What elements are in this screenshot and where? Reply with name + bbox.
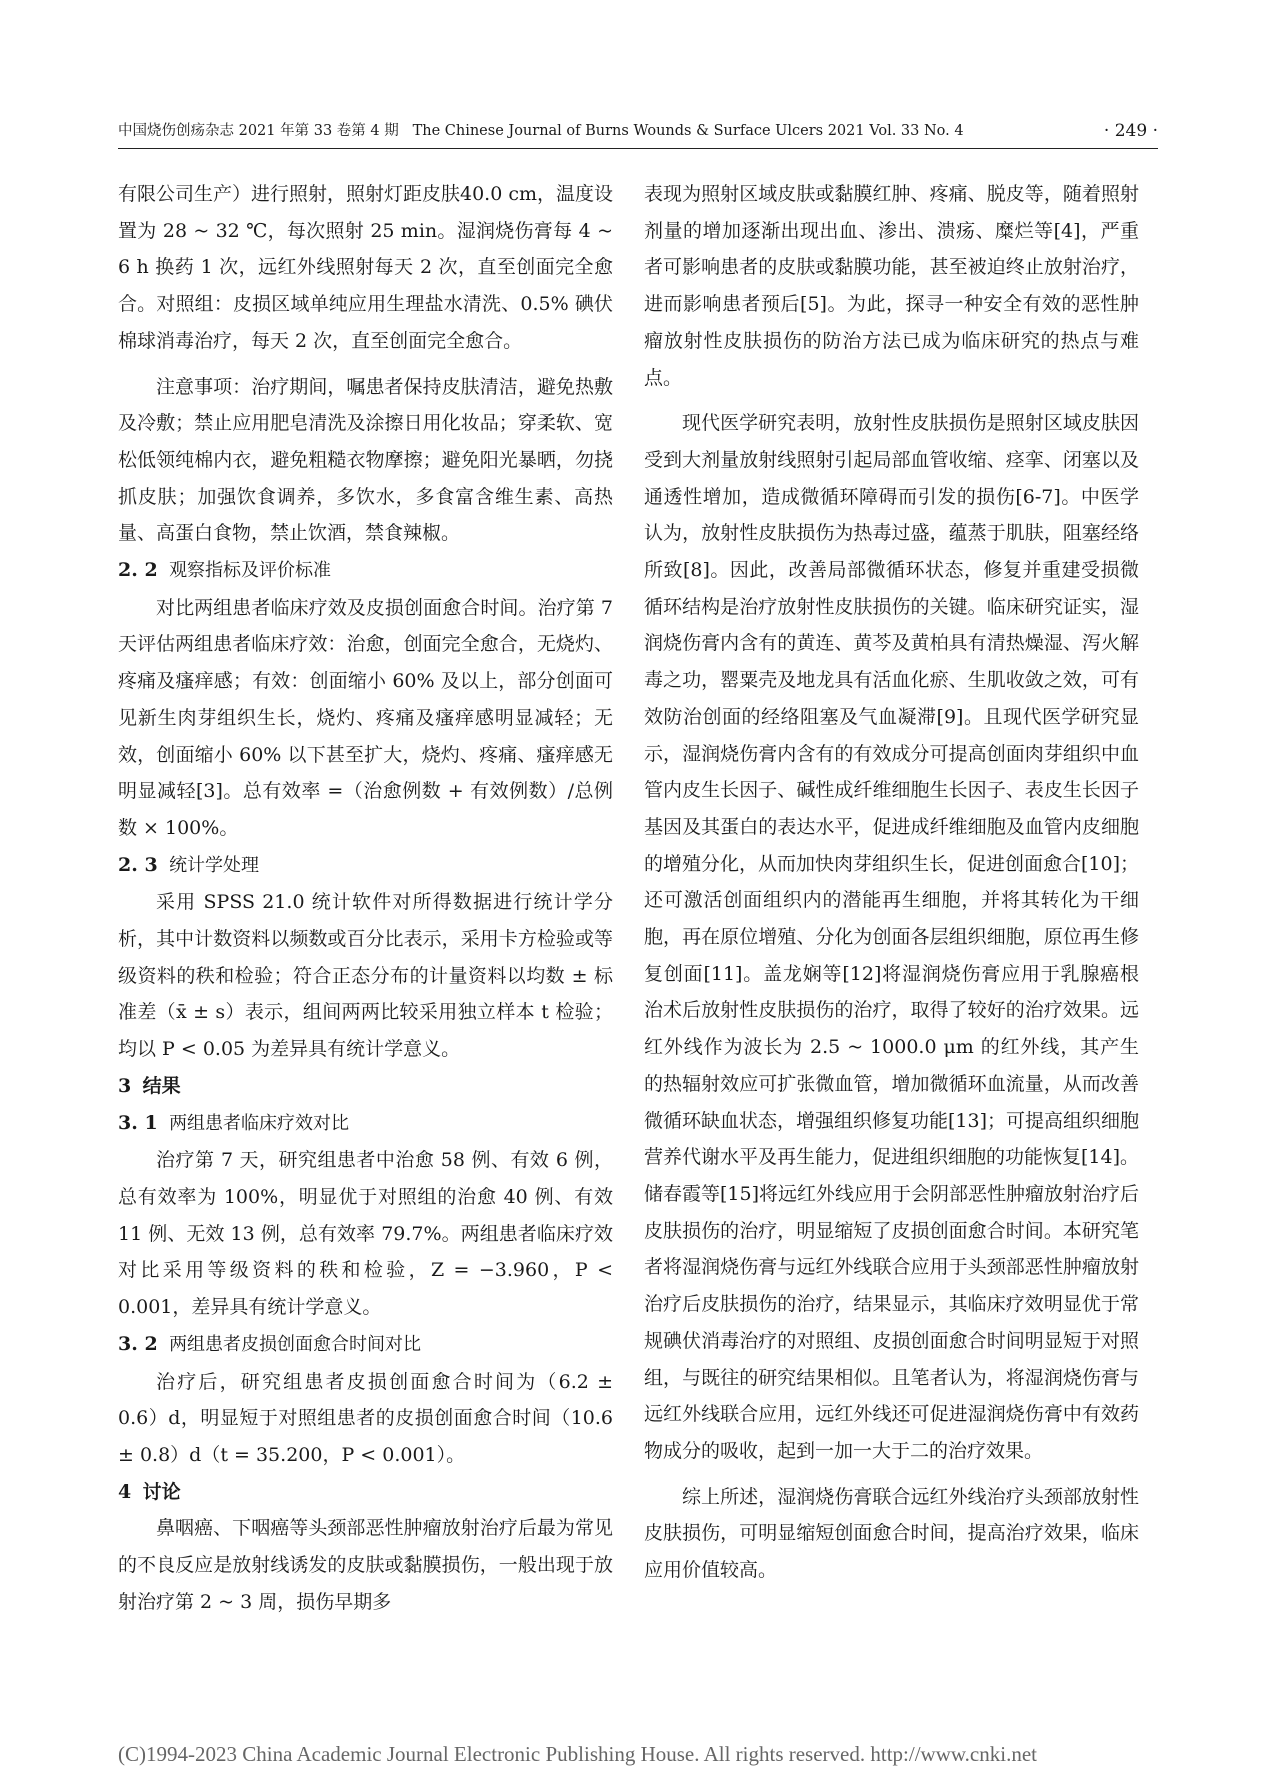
left-column xyxy=(118,176,613,1620)
running-header xyxy=(118,118,1158,144)
section-heading: 3. 1 两组患者临床疗效对比 xyxy=(118,1111,350,1134)
paragraph: 表现为照射区域皮肤或黏膜红肿、疼痛、脱皮等，随着照射剂量的增加逐渐出现出血、渗出、溃疡、糜烂等[4]，严重者可影响患者的皮肤或黏膜功能，甚至被迫终止放射治疗，进而影响患者预后[5]。为此，探寻一种安全有效的恶性肿瘤放射性皮肤损伤的防治方法已成为临床研究的热点与难点。 xyxy=(644,183,1139,389)
paragraph: 注意事项：治疗期间，嘱患者保持皮肤清洁，避免热敷及冷敷；禁止应用肥皂清洗及涂擦日用化妆品；穿柔软、宽松低领纯棉内衣，避免粗糙衣物摩擦；避免阳光暴晒，勿挠抓皮肤；加强饮食调养，多饮水，多食富含维生素、高热量、高蛋白食物，禁止饮酒，禁食辣椒。 xyxy=(118,375,613,545)
journal-title-cn: 中国烧伤创疡杂志 2021 年第 33 卷第 4 期 xyxy=(118,123,399,139)
copyright-footer: (C)1994-2023 China Academic Journal Electronic Publishing House. All rights reserved. http://www.cnki.net xyxy=(118,1742,1037,1766)
header-rule xyxy=(118,148,1158,149)
right-column xyxy=(644,176,1139,1589)
section-heading: 4 讨论 xyxy=(118,1480,181,1503)
page-number: · 249 · xyxy=(1103,121,1158,141)
section-heading: 2. 2 观察指标及评价标准 xyxy=(118,559,332,582)
paragraph: 有限公司生产）进行照射，照射灯距皮肤40.0 cm，温度设置为 28 ~ 32 ℃，每次照射 25 min。湿润烧伤膏每 4 ~ 6 h 换药 1 次，远红外线照射每天 2 次，直至创面完全愈合。对照组：皮损区域单纯应用生理盐水清洗、0.5% 碘伏棉球消毒治疗，每天 2 次，直至创面完全愈合。 xyxy=(118,183,614,352)
paragraph: 鼻咽癌、下咽癌等头颈部恶性肿瘤放射治疗后最为常见的不良反应是放射线诱发的皮肤或黏膜损伤，一般出现于放射治疗第 2 ~ 3 周，损伤早期多 xyxy=(118,1517,613,1613)
section-heading: 3 结果 xyxy=(118,1074,181,1097)
paragraph: 治疗第 7 天，研究组患者中治愈 58 例、有效 6 例，总有效率为 100%，明显优于对照组的治愈 40 例、有效 11 例、无效 13 例，总有效率 79.7%。两组患者临床疗效对比采用等级资料的秩和检验，Z = −3.960，P < 0.001，差异具有统计学意义。 xyxy=(118,1149,613,1319)
paragraph: 治疗后，研究组患者皮损创面愈合时间为（6.2 ± 0.6）d，明显短于对照组患者的皮损创面愈合时间（10.6 ± 0.8）d（t = 35.200，P < 0.001）。 xyxy=(118,1370,613,1466)
section-heading: 2. 3 统计学处理 xyxy=(118,853,260,876)
paragraph: 对比两组患者临床疗效及皮损创面愈合时间。治疗第 7 天评估两组患者临床疗效：治愈，创面完全愈合，无烧灼、疼痛及瘙痒感；有效：创面缩小 60% 及以上，部分创面可见新生肉芽组织生长，烧灼、疼痛及瘙痒感明显减轻；无效，创面缩小 60% 以下甚至扩大，烧灼、疼痛、瘙痒感无明显减轻[3]。总有效率 =（治愈例数 + 有效例数）/总例数 × 100%。 xyxy=(118,596,613,839)
section-heading: 3. 2 两组患者皮损创面愈合时间对比 xyxy=(118,1332,422,1355)
paragraph: 采用 SPSS 21.0 统计软件对所得数据进行统计学分析，其中计数资料以频数或百分比表示，采用卡方检验或等级资料的秩和检验；符合正态分布的计量资料以均数 ± 标准差（x̄ ± s）表示，组间两两比较采用独立样本 t 检验；均以 P < 0.05 为差异具有统计学意义。 xyxy=(118,891,613,1061)
paragraph: 综上所述，湿润烧伤膏联合远红外线治疗头颈部放射性皮肤损伤，可明显缩短创面愈合时间，提高治疗效果，临床应用价值较高。 xyxy=(644,1485,1139,1582)
journal-title-en: The Chinese Journal of Burns Wounds & Surface Ulcers 2021 Vol. 33 No. 4 xyxy=(412,123,964,139)
paragraph: 现代医学研究表明，放射性皮肤损伤是照射区域皮肤因受到大剂量放射线照射引起局部血管收缩、痉挛、闭塞以及通透性增加，造成微循环障碍而引发的损伤[6-7]。中医学认为，放射性皮肤损伤为热毒过盛，蕴蒸于肌肤，阻塞经络所致[8]。因此，改善局部微循环状态，修复并重建受损微循环结构是治疗放射性皮肤损伤的关键。临床研究证实，湿润烧伤膏内含有的黄连、黄芩及黄柏具有清热燥湿、泻火解毒之功，罂粟壳及地龙具有活血化瘀、生肌收敛之效，可有效防治创面的经络阻塞及气血凝滞[9]。且现代医学研究显示，湿润烧伤膏内含有的有效成分可提高创面肉芽组织中血管内皮生长因子、碱性成纤维细胞生长因子、表皮生长因子基因及其蛋白的表达水平，促进成纤维细胞及血管内皮细胞的增殖分化，从而加快肉芽组织生长，促进创面愈合[10]；还可激活创面组织内的潜能再生细胞，并将其转化为干细胞，再在原位增殖、分化为创面各层组织细胞，原位再生修复创面[11]。盖龙娴等[12]将湿润烧伤膏应用于乳腺癌根治术后放射性皮肤损伤的治疗，取得了较好的治疗效果。远红外线作为波长为 2.5 ~ 1000.0 μm 的红外线，其产生的热辐射效应可扩张微血管，增加微循环血流量，从而改善微循环缺血状态，增强组织修复功能[13]；可提高组织细胞营养代谢水平及再生能力，促进组织细胞的功能恢复[14]。储春霞等[15]将远红外线应用于会阴部恶性肿瘤放射治疗后皮肤损伤的治疗，明显缩短了皮损创面愈合时间。本研究笔者将湿润烧伤膏与远红外线联合应用于头颈部恶性肿瘤放射治疗后皮肤损伤的治疗，结果显示，其临床疗效明显优于常规碘伏消毒治疗的对照组、皮损创面愈合时间明显短于对照组，与既往的研究结果相似。且笔者认为，将湿润烧伤膏与远红外线联合应用，远红外线还可促进湿润烧伤膏中有效药物成分的吸收，起到一加一大于二的治疗效果。 xyxy=(644,412,1140,1462)
